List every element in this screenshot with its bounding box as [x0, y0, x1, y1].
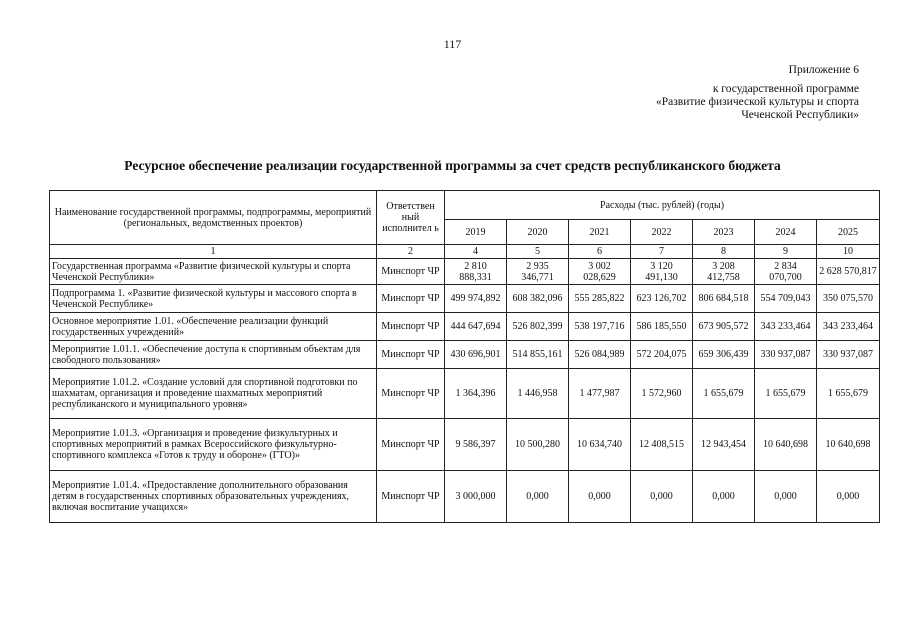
row-value: 1 655,679	[817, 369, 880, 419]
row-value: 538 197,716	[569, 313, 631, 341]
header-year: 2020	[507, 220, 569, 245]
header-year: 2019	[445, 220, 507, 245]
row-value: 350 075,570	[817, 285, 880, 313]
row-value: 1 364,396	[445, 369, 507, 419]
row-name: Мероприятие 1.01.1. «Обеспечение доступа к спортивным объектам для свободного пользования»	[50, 341, 377, 369]
appendix-line: Чеченской Республики»	[741, 109, 859, 121]
row-value: 526 802,399	[507, 313, 569, 341]
row-value: 2 935 346,771	[507, 259, 569, 285]
row-value: 3 208 412,758	[693, 259, 755, 285]
row-value: 623 126,702	[631, 285, 693, 313]
row-value: 572 204,075	[631, 341, 693, 369]
header-year: 2024	[755, 220, 817, 245]
table-row	[50, 341, 880, 369]
row-value: 343 233,464	[817, 313, 880, 341]
column-number: 7	[631, 245, 693, 259]
row-value: 12 943,454	[693, 419, 755, 471]
appendix-title: Приложение 6	[788, 64, 859, 76]
row-value: 1 655,679	[693, 369, 755, 419]
row-value: 330 937,087	[755, 341, 817, 369]
header-expenses: Расходы (тыс. рублей) (годы)	[445, 191, 880, 220]
row-value: 0,000	[817, 471, 880, 523]
column-number-row	[50, 245, 880, 259]
budget-table	[49, 190, 880, 523]
row-value: 10 640,698	[817, 419, 880, 471]
row-value: 1 446,958	[507, 369, 569, 419]
row-value: 12 408,515	[631, 419, 693, 471]
row-value: 806 684,518	[693, 285, 755, 313]
header-year: 2023	[693, 220, 755, 245]
table-row	[50, 313, 880, 341]
row-value: 0,000	[507, 471, 569, 523]
row-responsible: Минспорт ЧР	[377, 341, 445, 369]
column-number: 8	[693, 245, 755, 259]
row-value: 3 000,000	[445, 471, 507, 523]
row-value: 330 937,087	[817, 341, 880, 369]
header-year: 2022	[631, 220, 693, 245]
row-name: Мероприятие 1.01.2. «Создание условий для спортивной подготовки по шахматам, организация и проведение шахматных мероприятий республиканского и муниципального уровня»	[50, 369, 377, 419]
row-name: Мероприятие 1.01.4. «Предоставление дополнительного образования детям в государственных спортивных образовательных учреждениях, включая воспитание учащихся»	[50, 471, 377, 523]
row-value: 3 120 491,130	[631, 259, 693, 285]
row-value: 444 647,694	[445, 313, 507, 341]
table-row	[50, 285, 880, 313]
column-number: 6	[569, 245, 631, 259]
row-value: 586 185,550	[631, 313, 693, 341]
row-value: 10 640,698	[755, 419, 817, 471]
row-value: 555 285,822	[569, 285, 631, 313]
row-value: 526 084,989	[569, 341, 631, 369]
row-responsible: Минспорт ЧР	[377, 369, 445, 419]
page-number: 117	[443, 37, 462, 51]
row-value: 608 382,096	[507, 285, 569, 313]
row-value: 673 905,572	[693, 313, 755, 341]
row-responsible: Минспорт ЧР	[377, 285, 445, 313]
row-value: 2 810 888,331	[445, 259, 507, 285]
row-name: Государственная программа «Развитие физической культуры и спорта Чеченской Республики»	[50, 259, 377, 285]
column-number: 2	[377, 245, 445, 259]
column-number: 1	[50, 245, 377, 259]
row-value: 0,000	[631, 471, 693, 523]
row-value: 554 709,043	[755, 285, 817, 313]
row-name: Подпрограмма 1. «Развитие физической культуры и массового спорта в Чеченской Республике»	[50, 285, 377, 313]
column-number: 10	[817, 245, 880, 259]
row-value: 659 306,439	[693, 341, 755, 369]
header-name: Наименование государственной программы, подпрограммы, мероприятий (региональных, ведомственных проектов)	[50, 191, 377, 245]
row-value: 10 634,740	[569, 419, 631, 471]
table-row	[50, 259, 880, 285]
row-responsible: Минспорт ЧР	[377, 471, 445, 523]
header-responsible: Ответствен ный исполнител ь	[377, 191, 445, 245]
row-value: 0,000	[693, 471, 755, 523]
appendix-block	[539, 64, 859, 122]
row-value: 499 974,892	[445, 285, 507, 313]
column-number: 9	[755, 245, 817, 259]
row-value: 343 233,464	[755, 313, 817, 341]
row-responsible: Минспорт ЧР	[377, 419, 445, 471]
table-row	[50, 471, 880, 523]
header-year: 2021	[569, 220, 631, 245]
row-name: Основное мероприятие 1.01. «Обеспечение реализации функций государственных учреждений»	[50, 313, 377, 341]
row-responsible: Минспорт ЧР	[377, 259, 445, 285]
row-value: 1 477,987	[569, 369, 631, 419]
row-value: 430 696,901	[445, 341, 507, 369]
row-responsible: Минспорт ЧР	[377, 313, 445, 341]
column-number: 4	[445, 245, 507, 259]
column-number: 5	[507, 245, 569, 259]
appendix-line: «Развитие физической культуры и спорта	[656, 96, 859, 108]
document-title: Ресурсное обеспечение реализации государственной программы за счет средств республиканского бюджета	[124, 158, 781, 173]
row-value: 3 002 028,629	[569, 259, 631, 285]
table-row	[50, 369, 880, 419]
row-value: 9 586,397	[445, 419, 507, 471]
row-value: 2 628 570,817	[817, 259, 880, 285]
row-value: 10 500,280	[507, 419, 569, 471]
row-value: 1 655,679	[755, 369, 817, 419]
appendix-line: к государственной программе	[712, 83, 859, 95]
table-row	[50, 419, 880, 471]
header-year: 2025	[817, 220, 880, 245]
row-value: 1 572,960	[631, 369, 693, 419]
row-value: 0,000	[755, 471, 817, 523]
row-value: 514 855,161	[507, 341, 569, 369]
row-value: 2 834 070,700	[755, 259, 817, 285]
row-name: Мероприятие 1.01.3. «Организация и проведение физкультурных и спортивных мероприятий в рамках Всероссийского физкультурно-спортивного комплекса «Готов к труду и обороне» (ГТО)»	[50, 419, 377, 471]
row-value: 0,000	[569, 471, 631, 523]
